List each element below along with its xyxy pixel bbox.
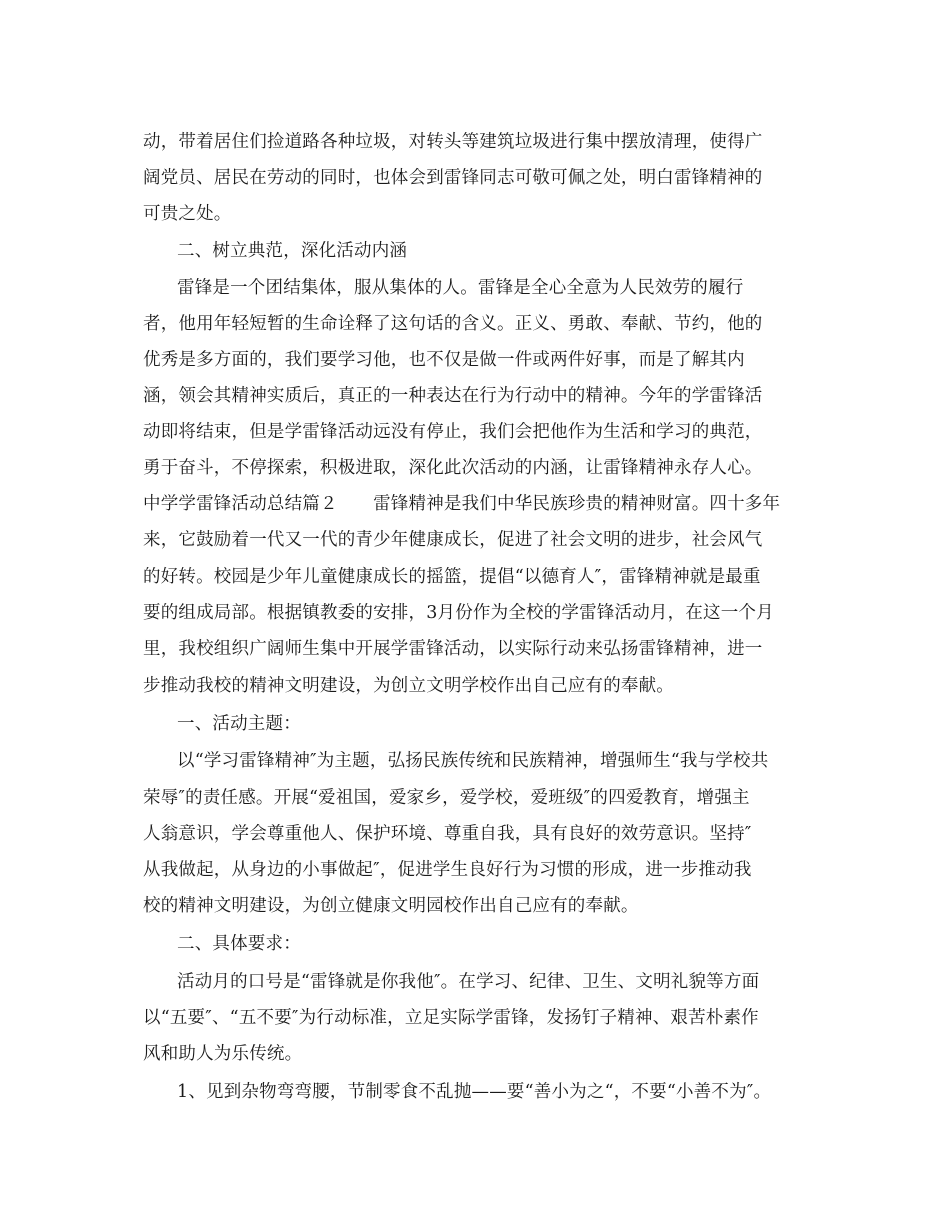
text-line: 活动月的口号是“雷锋就是你我他″。在学习、纪律、卫生、文明礼貌等方面: [177, 972, 760, 992]
section-heading: 二、具体要求：: [177, 934, 301, 954]
text-line: 的好转。校园是少年儿童健康成长的摇篮，提倡“以德育人″，雷锋精神就是最重: [143, 567, 761, 587]
text-line: 者，他用年轻短暂的生命诠释了这句话的含义。正义、勇敢、奉献、节约，他的: [143, 314, 763, 334]
text-line: 动，带着居住们捡道路各种垃圾，对转头等建筑垃圾进行集中摆放清理，使得广: [143, 132, 763, 152]
text-line: 动即将结束，但是学雷锋活动远没有停止，我们会把他作为生活和学习的典范，: [143, 422, 763, 442]
text-line: 风和助人为乐传统。: [143, 1044, 303, 1064]
text-line: 雷锋是一个团结集体，服从集体的人。雷锋是全心全意为人民效劳的履行: [177, 278, 744, 298]
text-line: 中学学雷锋活动总结篇２ 雷锋精神是我们中华民族珍贵的精神财富。四十多年: [143, 494, 781, 514]
text-line: 里，我校组织广阔师生集中开展学雷锋活动，以实际行动来弘扬雷锋精神，进一: [143, 639, 763, 659]
text-line: 荣辱″的责任感。开展“爱祖国，爱家乡，爱学校，爱班级″的四爱教育，增强主: [143, 788, 750, 808]
text-line: 从我做起，从身边的小事做起″，促进学生良好行为习惯的形成，进一步推动我: [143, 860, 752, 880]
text-line: 勇于奋斗，不停探索，积极进取，深化此次活动的内涵，让雷锋精神永存人心。: [143, 458, 763, 478]
text-line: 要的组成局部。根据镇教委的安排，3月份作为全校的学雷锋活动月，在这一个月: [143, 603, 774, 623]
text-line: 优秀是多方面的，我们要学习他，也不仅是做一件或两件好事，而是了解其内: [143, 350, 745, 370]
text-line: 人翁意识，学会尊重他人、保护环境、尊重自我，具有良好的效劳意识。坚持″: [143, 824, 752, 844]
text-line: 来，它鼓励着一代又一代的青少年健康成长，促进了社会文明的进步，社会风气: [143, 530, 763, 550]
text-line: 阔党员、居民在劳动的同时，也体会到雷锋同志可敬可佩之处，明白雷锋精神的: [143, 168, 763, 188]
section-heading: 二、树立典范，深化活动内涵: [177, 241, 408, 261]
text-line: 步推动我校的精神文明建设，为创立文明学校作出自己应有的奉献。: [143, 676, 674, 696]
text-line: 涵，领会其精神实质后，真正的一种表达在行为行动中的精神。今年的学雷锋活: [143, 386, 763, 406]
text-line: 以“五要″、“五不要″为行动标准，立足实际学雷锋，发扬钉子精神、艰苦朴素作: [143, 1008, 759, 1028]
text-line: 1、见到杂物弯弯腰，节制零食不乱抛——要“善小为之“，不要“小善不为″。: [177, 1082, 772, 1102]
text-line: 校的精神文明建设，为创立健康文明园校作出自己应有的奉献。: [143, 896, 639, 916]
text-line: 以“学习雷锋精神″为主题，弘扬民族传统和民族精神，增强师生“我与学校共: [177, 751, 769, 771]
section-heading: 一、活动主题：: [177, 714, 301, 734]
text-line: 可贵之处。: [143, 204, 232, 224]
